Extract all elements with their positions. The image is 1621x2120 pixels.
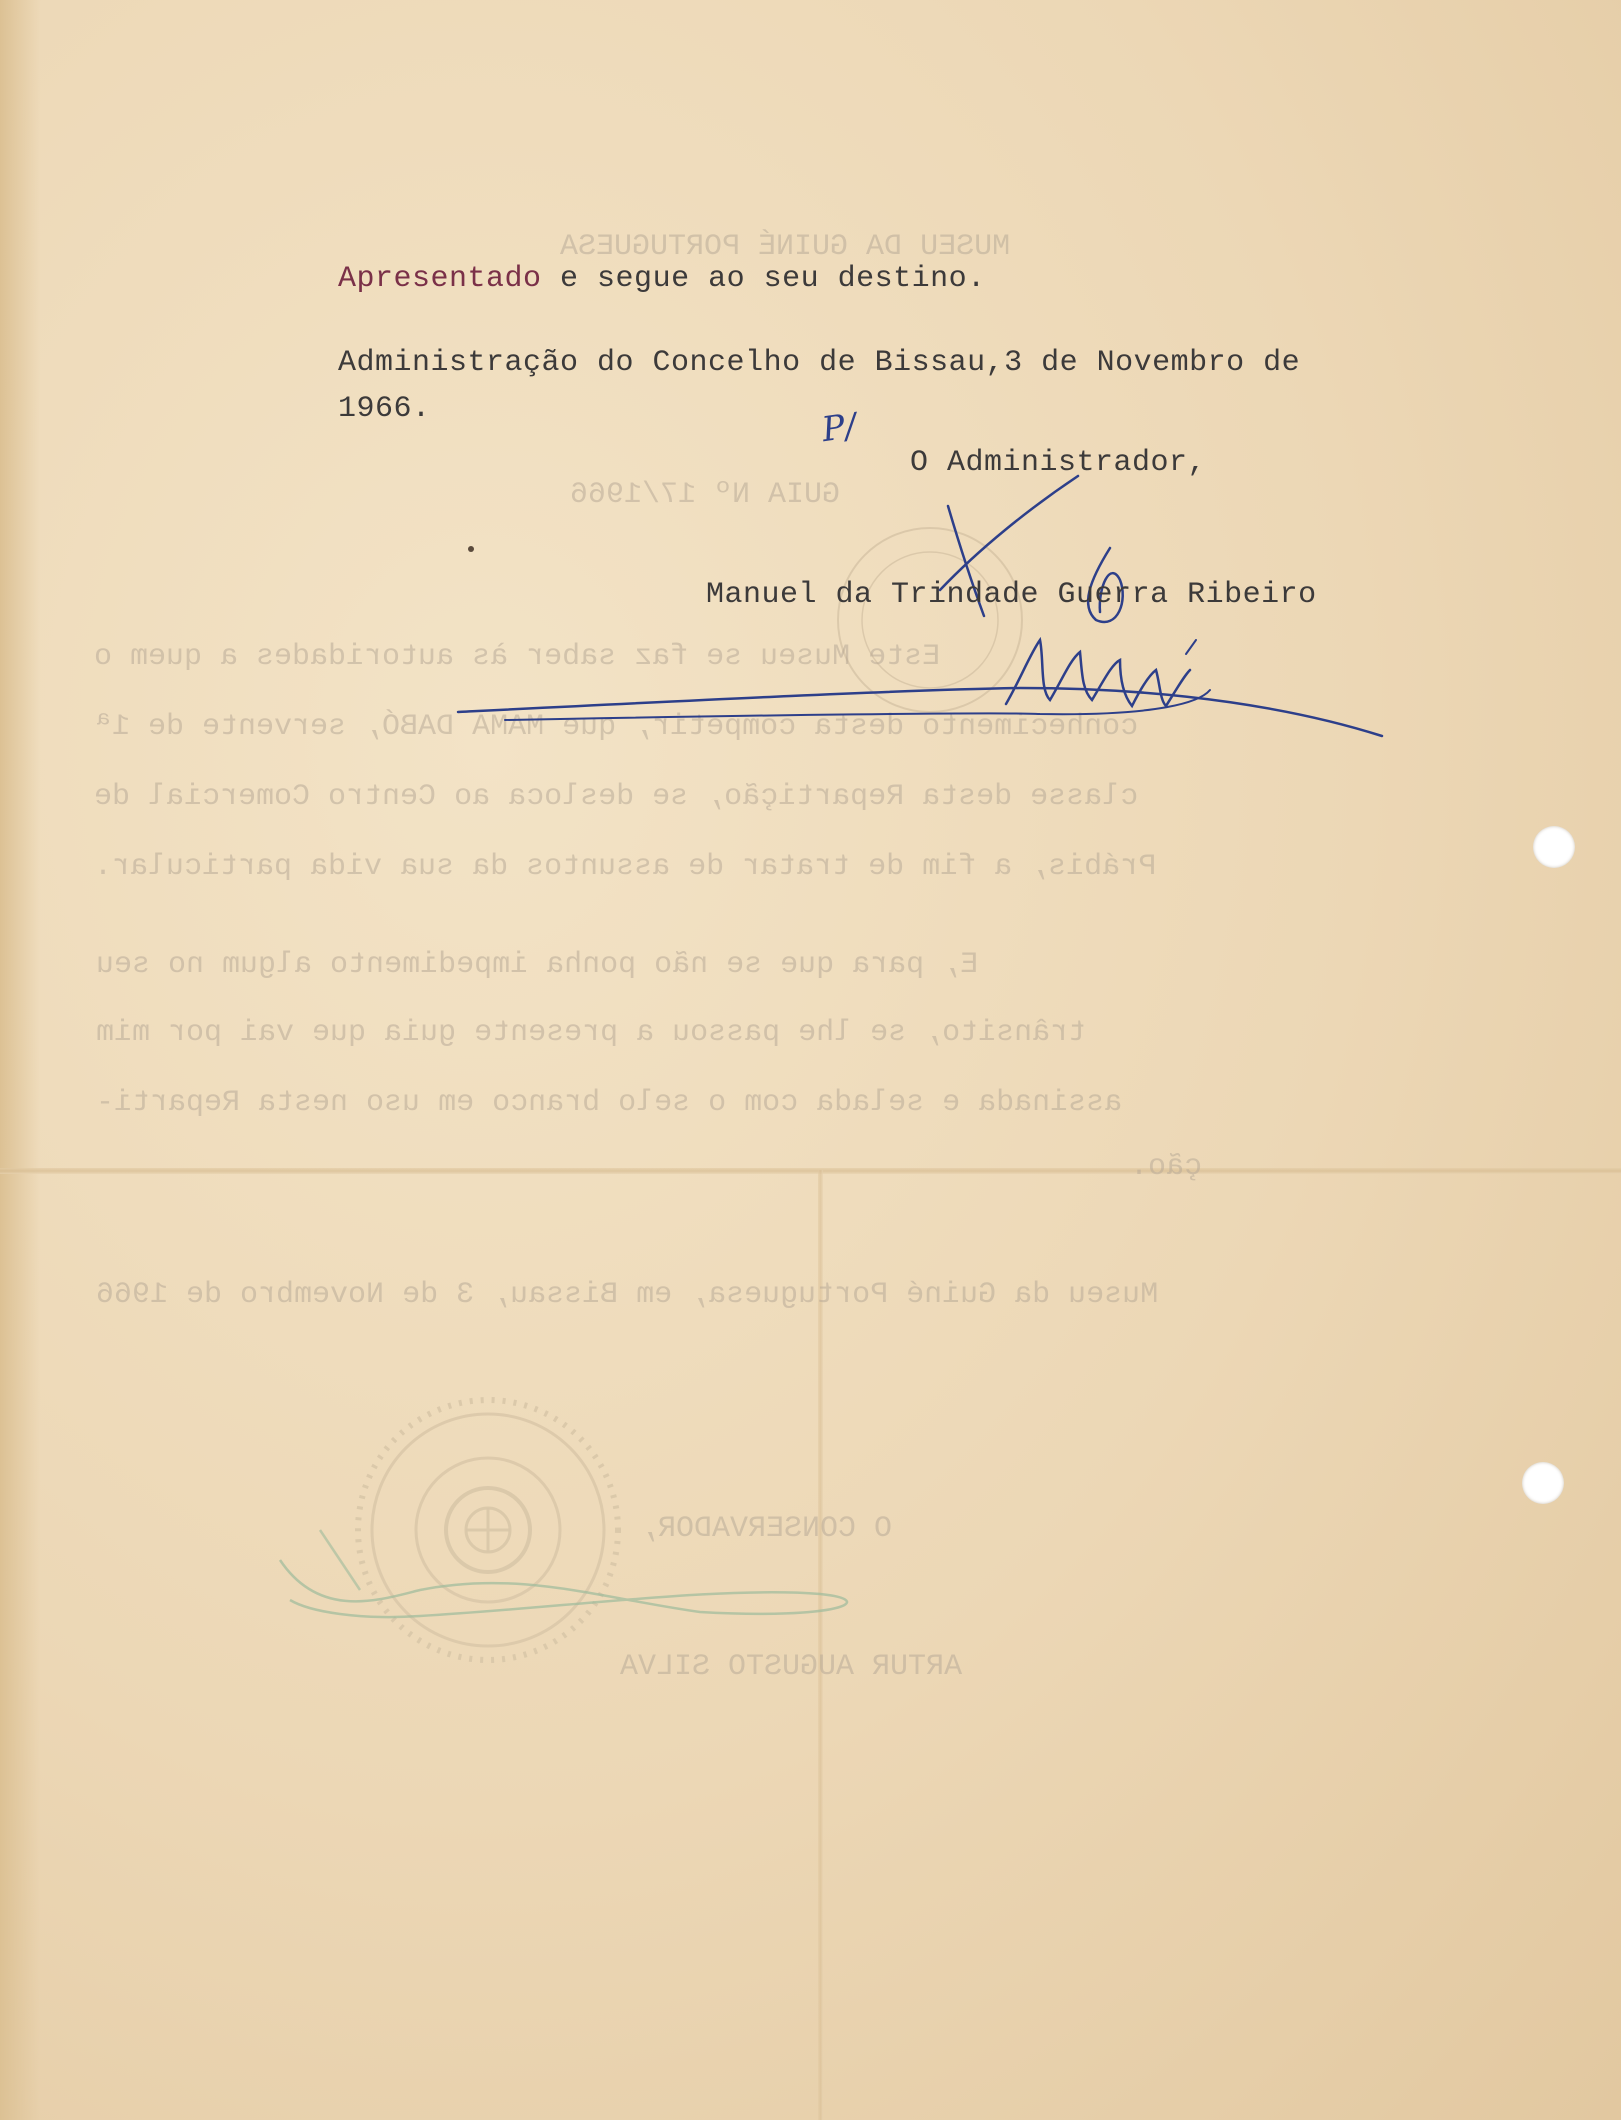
presented-rest: e segue ao seu destino. xyxy=(541,262,986,296)
ink-speck xyxy=(468,546,474,552)
faded-signature-green xyxy=(280,1560,847,1617)
bleed-guia-number: GUIA Nº 17/1966 xyxy=(570,478,841,512)
bleed-line: trânsito, se lhe passou a presente guia que vai por mim xyxy=(96,1016,1087,1050)
bleed-line: ção. xyxy=(1130,1150,1203,1184)
bleed-conservador: O CONSERVADOR, xyxy=(640,1512,893,1546)
bleed-line: classe desta Repartição, se desloca ao Centro Comercial de xyxy=(94,780,1139,814)
administration-line: Administração do Concelho de Bissau,3 de Novembro de xyxy=(338,346,1301,380)
punch-hole xyxy=(1533,826,1575,868)
administrator-title: O Administrador, xyxy=(910,446,1207,480)
bleed-line: conhecimento desta competir, que MAMA DABÓ, servente de 1ª xyxy=(94,710,1139,744)
bleed-header: MUSEU DA GUINÉ PORTUGUESA xyxy=(560,230,1011,264)
bleed-line: Este Museu se faz saber às autoridades a quem o xyxy=(94,640,941,674)
bleed-line: assinada e selada com o selo branco em uso nesta Reparti- xyxy=(96,1086,1123,1120)
embossed-seal xyxy=(358,1400,618,1660)
bleed-date-line: Museu da Guiné Portuguesa, em Bissau, 3 de Novembro de 1966 xyxy=(96,1278,1159,1312)
handwritten-prefix: P/ xyxy=(819,405,859,451)
signer-name: Manuel da Trindade Guerra Ribeiro xyxy=(706,578,1317,612)
bleed-line: E, para que se não ponha impedimento algum no seu xyxy=(96,948,979,982)
year-line: 1966. xyxy=(338,392,431,426)
presented-word: Apresentado xyxy=(338,262,542,296)
punch-hole xyxy=(1522,1462,1564,1504)
bleed-line: Prábis, a fim de tratar de assuntos da sua vida particular. xyxy=(94,850,1157,884)
presented-line xyxy=(338,262,986,296)
faint-stamp xyxy=(838,528,1022,712)
bleed-signer-name: ARTUR AUGUSTO SILVA xyxy=(620,1650,963,1684)
